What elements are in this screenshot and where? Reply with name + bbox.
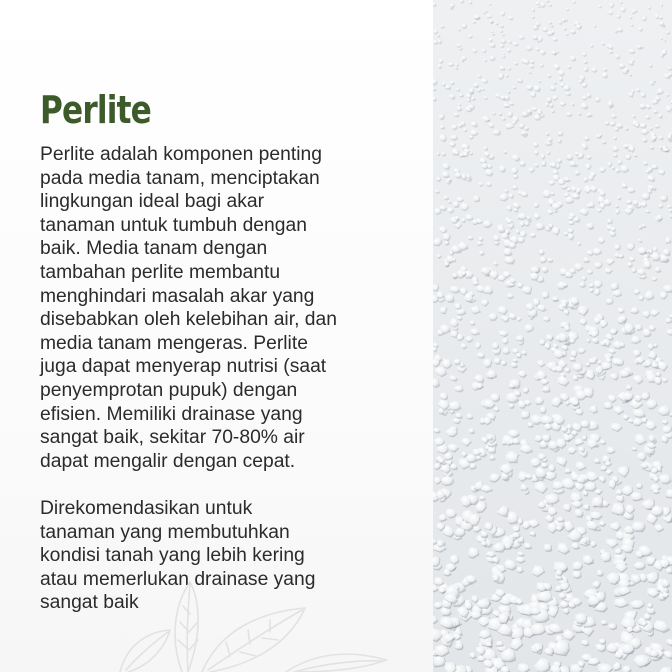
granule [582, 436, 586, 440]
text-line: Perlite adalah komponen penting [40, 144, 322, 165]
page-title: Perlite [40, 88, 151, 132]
text-line: sangat baik [40, 592, 139, 614]
granule [516, 353, 521, 358]
text-line: lingkungan ideal bagi akar [40, 191, 265, 213]
text-line: dapat mengalir dengan cepat. [40, 450, 296, 472]
granule [530, 266, 539, 272]
text-line: Direkomendasikan untuk [40, 497, 253, 519]
description [40, 143, 412, 615]
text-line: pada media tanam, menciptakan [40, 167, 320, 189]
perlite-photo [433, 0, 672, 672]
text-line: kondisi tanah yang lebih kering [40, 545, 305, 567]
granule [544, 544, 552, 551]
paragraph-description [40, 143, 412, 473]
text-line: menghindari masalah akar yang [40, 285, 315, 307]
text-line: tanaman untuk tumbuh dengan [40, 214, 307, 236]
text-line: efisien. Memiliki drainase yang [40, 403, 303, 425]
text-line: penyemprotan pupuk) dengan [40, 379, 298, 401]
text-line: juga dapat menyerap nutrisi (saat [40, 356, 327, 378]
leaf-illustration-icon [90, 560, 410, 672]
text-line: media tanam mengeras. Perlite [40, 332, 308, 354]
text-line: atau memerlukan drainase yang [40, 568, 316, 590]
text-line: tambahan perlite membantu [40, 261, 281, 283]
text-line: disebabkan oleh kelebihan air, dan [40, 309, 337, 331]
granule [473, 195, 480, 201]
text-line: sangat baik, sekitar 70-80% air [40, 427, 305, 449]
paragraph-gap [40, 473, 412, 497]
text-line: baik. Media tanam dengan [40, 238, 268, 260]
perlite-granules-image [433, 0, 672, 672]
text-line: tanaman yang membutuhkan [40, 521, 290, 543]
